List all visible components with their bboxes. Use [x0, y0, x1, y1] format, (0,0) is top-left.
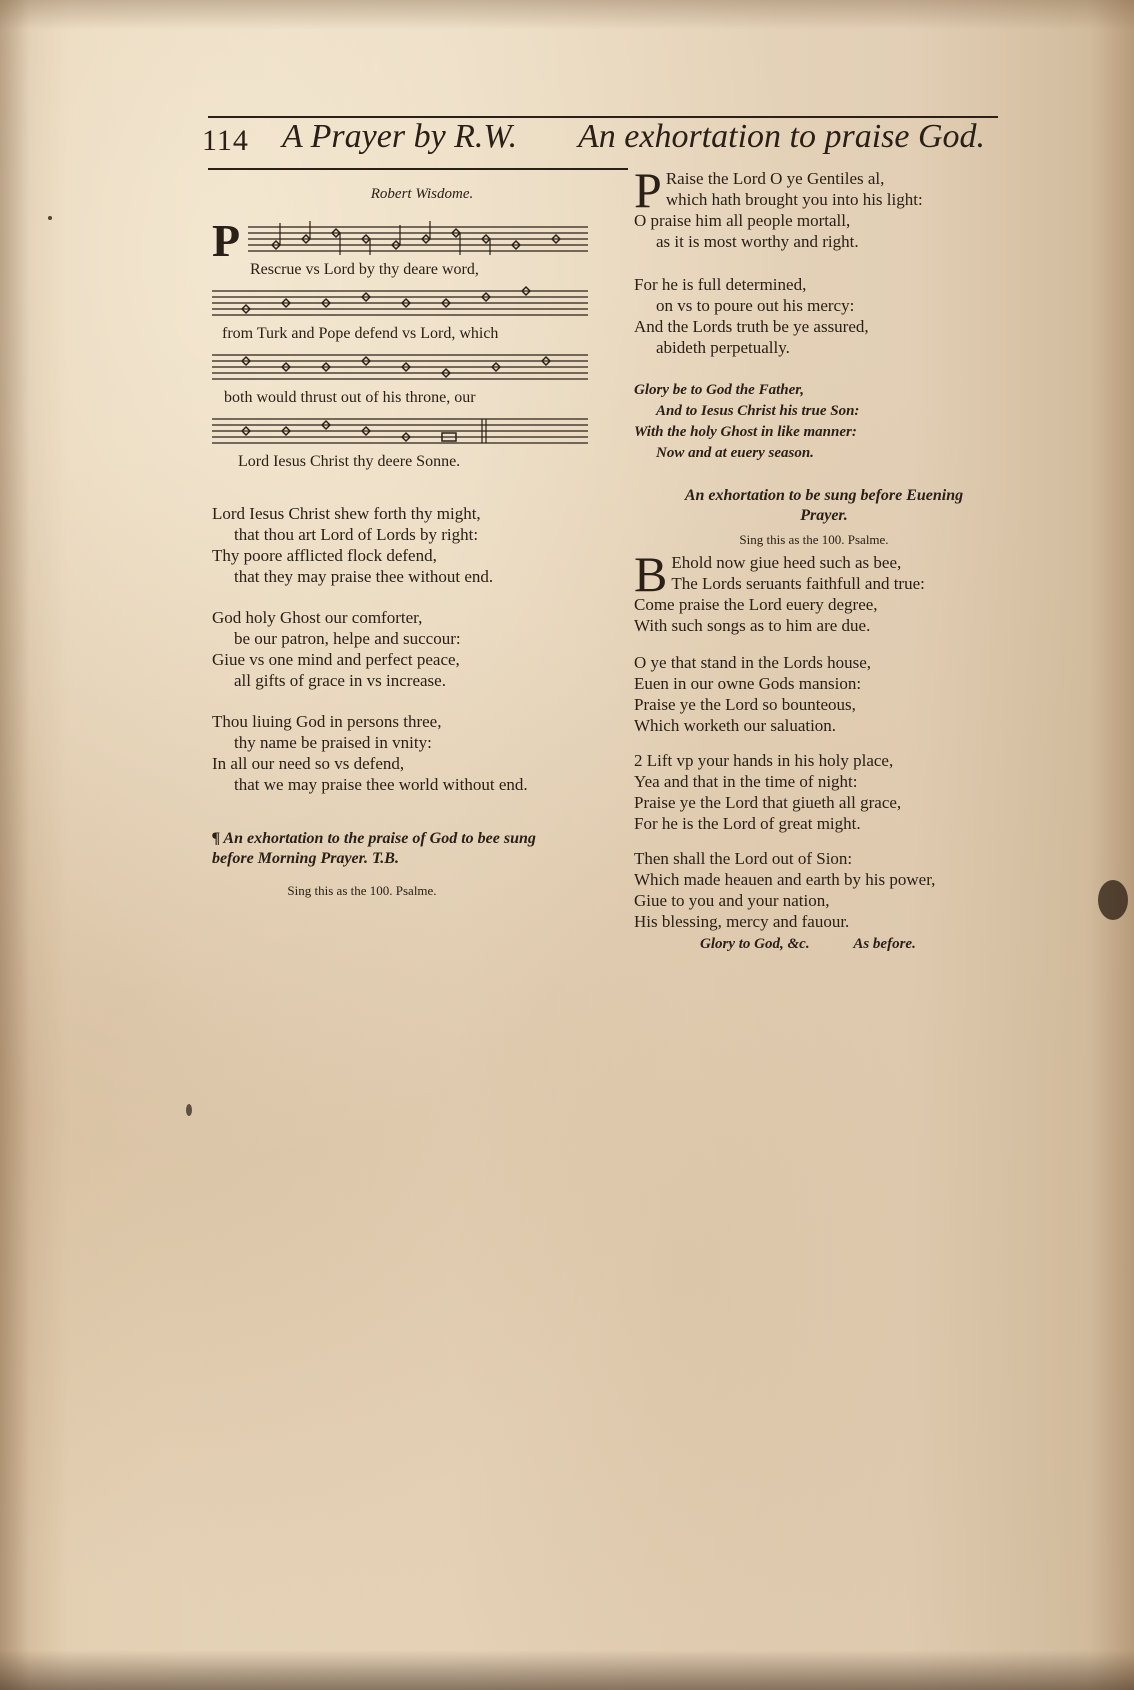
- page-number: 114: [202, 124, 249, 157]
- stanza: [212, 607, 592, 691]
- left-column: [212, 186, 592, 899]
- verse-line: Which worketh our saluation.: [634, 716, 837, 735]
- verse-line: as it is most worthy and right.: [656, 232, 859, 251]
- verse-line: In all our need so vs defend,: [212, 754, 405, 773]
- verse-line: all gifts of grace in vs increase.: [234, 671, 446, 690]
- verse-line: be our patron, helpe and succour:: [234, 629, 461, 648]
- verse-line: With such songs as to him are due.: [634, 616, 871, 635]
- lyric-line: Lord Iesus Christ thy deere Sonne.: [238, 453, 461, 470]
- stanza: [212, 711, 592, 795]
- verse-line: Thy poore afflicted flock defend,: [212, 546, 437, 565]
- verse-line: With the holy Ghost in like manner:: [634, 424, 857, 440]
- exhortation-heading: ¶ An exhortation to the praise of God to bee sung before Morning Prayer. T.B.: [212, 830, 536, 867]
- hymn-author: Robert Wisdome.: [370, 186, 474, 202]
- ink-spot: [186, 1104, 192, 1116]
- staff-lines: [212, 349, 588, 385]
- doxology: [634, 380, 994, 464]
- lyric-line: both would thrust out of his throne, our: [224, 389, 476, 406]
- verse-line: Come praise the Lord euery degree,: [634, 595, 878, 614]
- stanza: [634, 274, 994, 358]
- verse-line: The Lords seruants faithfull and true:: [671, 574, 925, 593]
- drop-cap: P: [212, 215, 241, 266]
- stanza: [634, 848, 994, 932]
- evening-heading: An exhortation to be sung before Euening Prayer.: [684, 487, 964, 524]
- verse-line: And the Lords truth be ye assured,: [634, 317, 869, 336]
- verse-line: thy name be praised in vnity:: [234, 733, 432, 752]
- verse-line: Then shall the Lord out of Sion:: [634, 849, 853, 868]
- page-shadow-top: [0, 0, 1134, 30]
- verse-line: Thou liuing God in persons three,: [212, 712, 442, 731]
- verse-line: Ehold now giue heed such as bee,: [671, 553, 902, 572]
- verse-line: that they may praise thee without end.: [234, 567, 494, 586]
- ink-spot: [48, 216, 52, 220]
- verse-line: His blessing, mercy and fauour.: [634, 912, 850, 931]
- stanza: [634, 652, 994, 736]
- closing-line: [634, 936, 994, 953]
- verse-line: For he is full determined,: [634, 275, 807, 294]
- ink-stain: [1098, 880, 1128, 920]
- stanza: [634, 750, 994, 834]
- right-column: [634, 162, 994, 953]
- verse-line: O praise him all people mortall,: [634, 211, 851, 230]
- drop-cap: B: [634, 546, 668, 602]
- stanza: [634, 546, 994, 636]
- verse-line: Glory be to God the Father,: [634, 382, 805, 398]
- verse-line: Praise ye the Lord so bounteous,: [634, 695, 856, 714]
- verse-line: Raise the Lord O ye Gentiles al,: [665, 169, 885, 188]
- header-bottom-rule: [208, 168, 628, 170]
- verse-line: Yea and that in the time of night:: [634, 772, 858, 791]
- verse-line: on vs to poure out his mercy:: [656, 296, 855, 315]
- verse-line: Praise ye the Lord that giueth all grace,: [634, 793, 902, 812]
- verse-line: O ye that stand in the Lords house,: [634, 653, 872, 672]
- page-shadow-bottom: [0, 1650, 1134, 1690]
- music-notation: [212, 215, 588, 473]
- verse-line: For he is the Lord of great might.: [634, 814, 861, 833]
- stanza: [634, 162, 994, 252]
- closing-left: Glory to God, &c.: [700, 936, 810, 952]
- verse-line: God holy Ghost our comforter,: [212, 608, 423, 627]
- verse-line: abideth perpetually.: [656, 338, 790, 357]
- music-staff: [212, 349, 588, 385]
- verse-line: And to Iesus Christ his true Son:: [656, 403, 860, 419]
- verse-line: Now and at euery season.: [656, 445, 814, 461]
- closing-right: As before.: [853, 936, 916, 952]
- verse-line: Giue vs one mind and perfect peace,: [212, 650, 460, 669]
- left-running-title: A Prayer by R.W.: [282, 118, 518, 155]
- lyric-line: Rescrue vs Lord by thy deare word,: [250, 261, 479, 278]
- verse-line: which hath brought you into his light:: [665, 190, 923, 209]
- verse-line: that thou art Lord of Lords by right:: [234, 525, 479, 544]
- page-shadow-left: [0, 0, 30, 1690]
- music-staff: [212, 413, 588, 449]
- verse-line: Giue to you and your nation,: [634, 891, 830, 910]
- drop-cap: P: [634, 162, 662, 218]
- verse-line: Which made heauen and earth by his power,: [634, 870, 936, 889]
- staff-lines: [212, 221, 588, 257]
- staff-lines: [212, 413, 588, 449]
- verse-line: Lord Iesus Christ shew forth thy might,: [212, 504, 481, 523]
- staff-lines: [212, 285, 588, 321]
- lyric-line: from Turk and Pope defend vs Lord, which: [222, 325, 499, 342]
- verse-line: Euen in our owne Gods mansion:: [634, 674, 862, 693]
- verse-line: 2 Lift vp your hands in his holy place,: [634, 751, 894, 770]
- music-staff: [212, 215, 588, 266]
- right-running-title: An exhortation to praise God.: [578, 118, 986, 155]
- stanza: [212, 503, 592, 587]
- tune-note: Sing this as the 100. Psalme.: [287, 883, 437, 898]
- music-staff: [212, 285, 588, 321]
- verse-line: that we may praise thee world without end.: [234, 775, 528, 794]
- tune-note: Sing this as the 100. Psalme.: [739, 532, 889, 547]
